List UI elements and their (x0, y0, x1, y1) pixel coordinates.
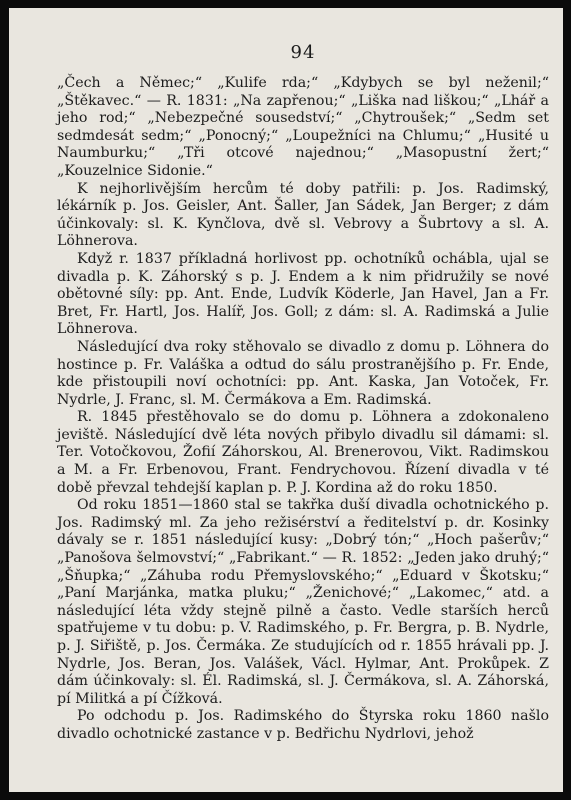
paragraph: K nejhorlivějším hercům té doby patřili: p. Jos. Radimský, lékárník p. Jos. Geisler, Ant. Šaller, Jan Sádek, Jan Berger; z dám účinkovaly: sl. K. Kynčlova, dvě sl. Vebrovy a Šubrtovy a sl. A. Löhnerova. (57, 180, 549, 250)
paragraph: Od roku 1851—1860 stal se takřka duší divadla ochotnického p. Jos. Radimský ml. Za jeho režisérství a ředitelství p. dr. Kosinky dávaly se r. 1851 následující kusy: „Dobrý tón;“ „Hoch pašerův;“ „Panošova šelmovství;“ „Fabrikant.“ — R. 1852: „Jeden jako druhý;“ „Šňupka;“ „Záhuba rodu Přemyslovského;“ „Eduard v Škotsku;“ „Paní Marjánka, matka pluku;“ „Ženichové;“ „Lakomec,“ atd. a následující léta vždy stejně pilně a často. Vedle starších herců spatřujeme v tu dobu: p. V. Radimského, p. Fr. Bergra, p. B. Nydrle, p. J. Siřiště, p. Jos. Čermáka. Ze studujících od r. 1855 hrávali pp. J. Nydrle, Jos. Beran, Jos. Valášek, Václ. Hylmar, Ant. Prokůpek. Z dám účinkovaly: sl. Él. Radimská, sl. J. Čermákova, sl. A. Záhorská, pí Militká a pí Čížková. (57, 497, 549, 707)
paragraph: „Čech a Němec;“ „Kulife rda;“ „Kdybych se byl neženil;“ „Štěkavec.“ — R. 1831: „Na zapřenou;“ „Liška nad liškou;“ „Lhář a jeho rod;“ „Nebezpečné sousedství;“ „Chytroušek;“ „Sedm set sedmdesát sedm;“ „Ponocný;“ „Loupežníci na Chlumu;“ „Husité u Naumburku;“ „Tři otcové najednou;“ „Masopustní žert;“ „Kouzelnice Sidonie.“ (57, 75, 549, 179)
body-text (57, 75, 549, 744)
paragraph: Po odchodu p. Jos. Radimského do Štyrska roku 1860 našlo divadlo ochotnické zastance v p. Bedřichu Nydrlovi, jehož (57, 708, 549, 742)
paragraph: Následující dva roky stěhovalo se divadlo z domu p. Löhnera do hostince p. Fr. Valáška a odtud do sálu prostranějšího p. Fr. Ende, kde přistoupili noví ochotníci: pp. Ant. Kaska, Jan Votoček, Fr. Nydrle, J. Franc, sl. M. Čermákova a Em. Radimská. (57, 338, 549, 408)
paragraph: Když r. 1837 příkladná horlivost pp. ochotníků ochábla, ujal se divadla p. K. Záhorský s p. J. Endem a k nim přidružily se nové obětovné síly: pp. Ant. Ende, Ludvík Köderle, Jan Havel, Jan a Fr. Bret, Fr. Hartl, Jos. Halíř, Jos. Goll; z dám: sl. A. Radimská a Julie Löhnerova. (57, 250, 549, 338)
paragraph: R. 1845 přestěhovalo se do domu p. Löhnera a zdokonaleno jeviště. Následující dvě léta nových přibylo divadlu sil dámami: sl. Ter. Votočkovou, Žofií Záhorskou, Al. Brenerovou, Vikt. Radimskou a M. a Fr. Erbenovou, Frant. Fendrychovou. Řízení divadla v té době převzal tehdejší kaplan p. P. J. Kordina až do roku 1850. (57, 409, 549, 496)
page-number: 94 (290, 42, 316, 63)
book-page (9, 8, 563, 792)
